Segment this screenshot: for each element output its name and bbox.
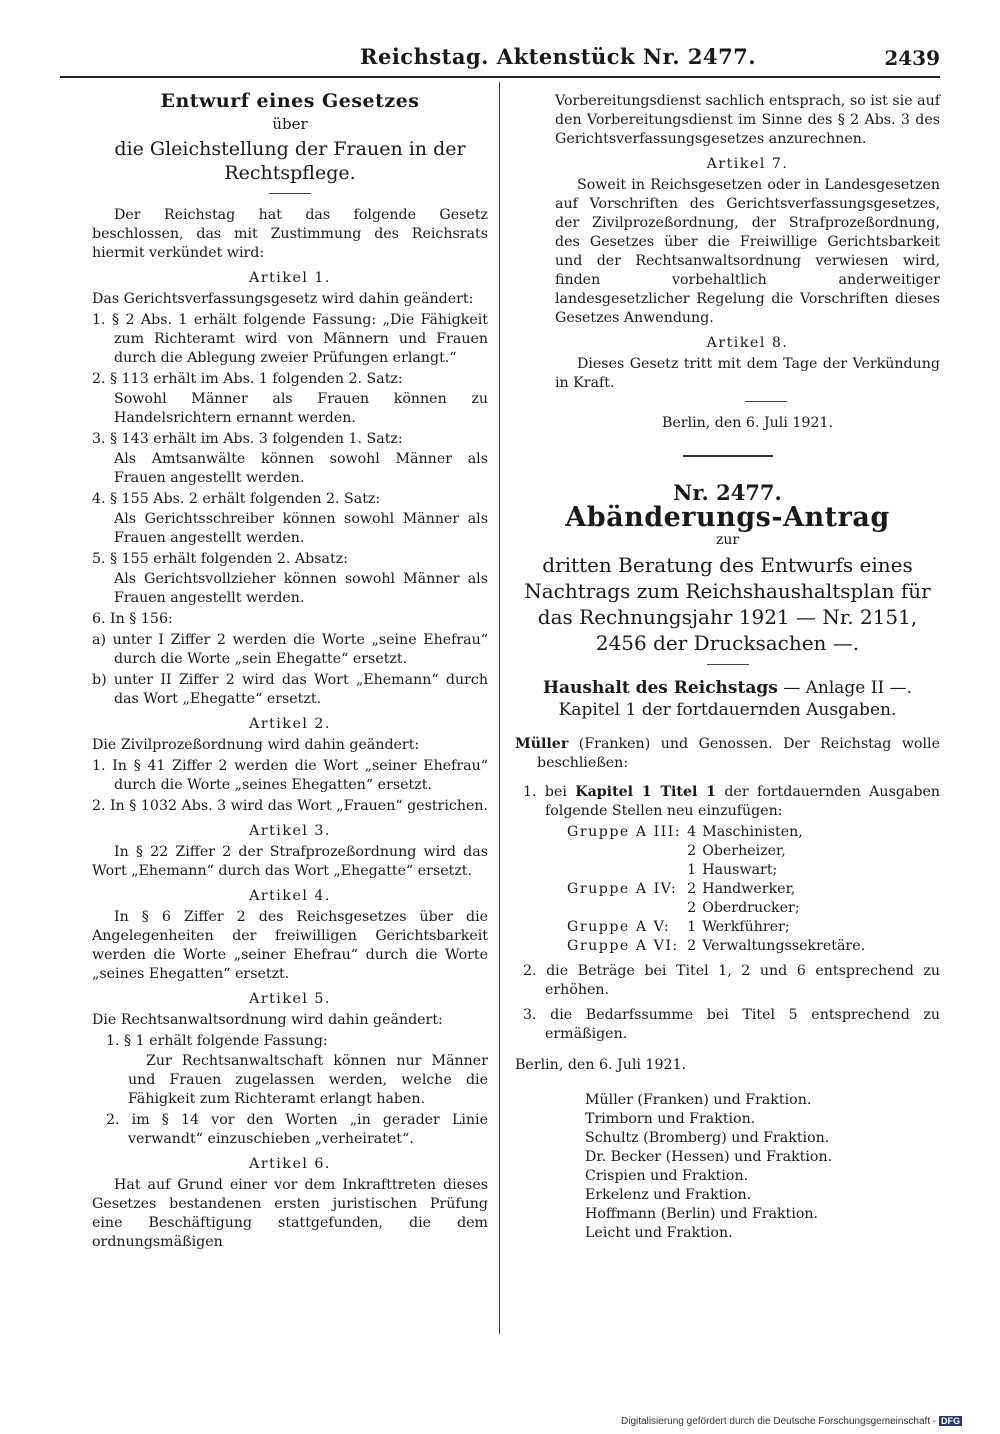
position-count: 2: [687, 843, 697, 859]
footer-text: Digitalisierung gefördert durch die Deutsche Forschungsgemeinschaft -: [621, 1416, 937, 1427]
position-row: [567, 880, 871, 899]
signatory: Erkelenz und Fraktion.: [585, 1187, 752, 1203]
article-1-item-6: 6. In § 156:: [92, 611, 173, 627]
position-row: [567, 918, 871, 937]
group-label: Gruppe A III:: [567, 824, 682, 840]
article-3-heading: Artikel 3.: [249, 823, 331, 839]
page-number: 2439: [884, 46, 940, 70]
article-1-item-3: 3. § 143 erhält im Abs. 3 folgenden 1. Satz:: [92, 431, 403, 447]
position-count: 2: [687, 938, 697, 954]
positions-table: [567, 823, 940, 956]
article-6-text: Hat auf Grund einer vor dem Inkrafttreten dieses Gesetzes bestandenen ersten juristischen Prüfung eine Beschäftigung stattgefunden, die dem ordnungsmäßigen: [92, 1177, 488, 1250]
article-5-heading: Artikel 5.: [249, 991, 331, 1007]
position-title: Werkführer;: [702, 919, 790, 935]
motion-item-3: 3. die Bedarfssumme bei Titel 5 entsprechend zu ermäßigen.: [523, 1007, 940, 1042]
date-berlin-1: Berlin, den 6. Juli 1921.: [661, 415, 834, 431]
group-label: Gruppe A VI:: [567, 938, 679, 954]
article-8-heading: Artikel 8.: [706, 335, 789, 351]
header-title: Reichstag. Aktenstück Nr. 2477.: [360, 44, 757, 69]
article-4-text: In § 6 Ziffer 2 des Reichsgesetzes über die Angelegenheiten der freiwilligen Gerichtsbarkeit werden die Worte „seiner Ehefrau“ durch die Worte „seines Ehegatten“ ersetzt.: [92, 909, 488, 982]
position-count: 1: [687, 862, 697, 878]
signatory: Müller (Franken) und Fraktion.: [585, 1092, 812, 1108]
dfg-logo: DFG: [941, 1416, 960, 1426]
separator-rule: [745, 401, 787, 402]
position-row: [567, 937, 871, 956]
article-6-continuation: Vorbereitungsdienst sachlich entsprach, so ist sie auf den Vorbereitungsdienst im Sinne des § 2 Abs. 3 des Gerichtsverfassungsgesetzes anzurechnen.: [555, 93, 940, 147]
position-row: [567, 899, 871, 918]
group-label: Gruppe A IV:: [567, 881, 678, 897]
positions-table-body: [567, 823, 871, 956]
motion-intro: [515, 735, 940, 773]
article-2-item-1: 1. In § 41 Ziffer 2 werden die Wort „seiner Ehefrau“ durch die Worte „seines Ehegatten“ ersetzt.: [92, 758, 488, 793]
article-1-item-6a: a) unter I Ziffer 2 werden die Worte „seine Ehefrau“ durch die Worte „sein Ehegatte“ ersetzt.: [92, 632, 488, 667]
article-2-heading: Artikel 2.: [249, 716, 331, 732]
article-1-item-5: 5. § 155 erhält folgenden 2. Absatz:: [92, 551, 348, 567]
article-1-item-5-text: Als Gerichtsvollzieher können sowohl Männer als Frauen angestellt werden.: [114, 571, 488, 606]
signatories-list: [585, 1091, 940, 1243]
chapter-heading: Kapitel 1 der fortdauernden Ausgaben.: [558, 700, 897, 720]
document-number: Nr. 2477.: [673, 480, 782, 505]
budget-heading-rest: — Anlage II —.: [777, 678, 912, 698]
article-3-text: In § 22 Ziffer 2 der Strafprozeßordnung wird das Wort „Ehemann“ durch das Wort „Ehegatte“ ersetzt.: [92, 844, 488, 879]
article-1-item-4: 4. § 155 Abs. 2 erhält folgenden 2. Satz:: [92, 491, 381, 507]
left-column: [92, 92, 488, 1252]
preamble: Der Reichstag hat das folgende Gesetz beschlossen, das mit Zustimmung des Reichsrats hiermit verkündet wird:: [92, 207, 488, 261]
article-5-item-1: 1. § 1 erhält folgende Fassung:: [106, 1033, 328, 1049]
amendment-title: Abänderungs-Antrag: [565, 502, 890, 533]
article-1-intro: Das Gerichtsverfassungsgesetz wird dahin geändert:: [92, 291, 474, 307]
article-4-heading: Artikel 4.: [249, 888, 331, 904]
right-column: [515, 92, 940, 1243]
signatory: Leicht und Fraktion.: [585, 1225, 733, 1241]
article-2-item-2: 2. In § 1032 Abs. 3 wird das Wort „Frauen“ gestrichen.: [92, 798, 488, 814]
position-row: [567, 842, 871, 861]
budget-heading: [515, 677, 940, 699]
position-title: Handwerker,: [702, 881, 796, 897]
group-label: Gruppe A V:: [567, 919, 671, 935]
bill-title: Entwurf eines Gesetzes: [160, 90, 420, 112]
signatory: Crispien und Fraktion.: [585, 1168, 749, 1184]
article-1-item-3-text: Als Amtsanwälte können sowohl Männer als Frauen angestellt werden.: [114, 451, 488, 486]
footer-credit: [621, 1416, 962, 1427]
section-rule: [683, 455, 773, 457]
group-label: [567, 861, 687, 880]
page-header: [60, 42, 940, 78]
date-berlin-2: Berlin, den 6. Juli 1921.: [515, 1057, 687, 1073]
signatory: Schultz (Bromberg) und Fraktion.: [585, 1130, 830, 1146]
motion-item-1-bold: Kapitel 1 Titel 1: [575, 784, 717, 800]
position-count: 1: [687, 919, 697, 935]
article-1-heading: Artikel 1.: [249, 270, 331, 286]
article-1-item-4-text: Als Gerichtsschreiber können sowohl Männer als Frauen angestellt werden.: [114, 511, 488, 546]
position-count: 2: [687, 881, 697, 897]
column-divider: [499, 82, 500, 1334]
article-2-intro: Die Zivilprozeßordnung wird dahin geändert:: [92, 737, 420, 753]
motion-mover: Müller: [515, 736, 569, 752]
article-5-item-2: 2. im § 14 vor den Worten „in gerader Linie verwandt“ einzuschieben „verheiratet“.: [106, 1112, 488, 1147]
group-label: [567, 899, 687, 918]
budget-heading-bold: Haushalt des Reichstags: [542, 678, 778, 698]
separator-rule: [707, 664, 749, 665]
motion-item-1-pre: 1. bei: [523, 784, 576, 800]
position-row: [567, 861, 871, 880]
group-label: [567, 842, 687, 861]
article-8-text: Dieses Gesetz tritt mit dem Tage der Verkündung in Kraft.: [555, 356, 940, 391]
article-1-item-6b: b) unter II Ziffer 2 wird das Wort „Ehemann“ durch das Wort „Ehegatte“ ersetzt.: [92, 672, 488, 707]
position-title: Hauswart;: [702, 862, 778, 878]
motion-item-1-post: der fortdauernden Ausgaben folgende Stellen neu einzufügen:: [545, 784, 940, 819]
article-1-item-1: 1. § 2 Abs. 1 erhält folgende Fassung: „Die Fähigkeit zum Richteramt wird von Männern und Frauen durch die Ablegung zweier Prüfungen erlangt.“: [92, 312, 488, 366]
bill-subject: die Gleichstellung der Frauen in der Rechtspflege.: [114, 138, 466, 184]
article-6-heading: Artikel 6.: [249, 1156, 331, 1172]
article-7-text: Soweit in Reichsgesetzen oder in Landesgesetzen auf Vorschriften des Gerichtsverfassungsgesetzes, der Zivilprozeßordnung, der Strafprozeßordnung, des Gesetzes über die Freiwillige Gerichtsbarkeit und der Rechtsanwaltsordnung verwiesen wird, finden vorbehaltlich anderweitiger landesgesetzlicher Regelung die Vorschriften dieses Gesetzes Anwendung.: [555, 177, 940, 326]
article-7-heading: Artikel 7.: [706, 156, 789, 172]
signatory: Trimborn und Fraktion.: [585, 1111, 756, 1127]
position-title: Oberdrucker;: [702, 900, 800, 916]
amendment-zur: zur: [715, 532, 740, 548]
signatory: Hoffmann (Berlin) und Fraktion.: [585, 1206, 819, 1222]
position-count: 2: [687, 900, 697, 916]
position-title: Verwaltungssekretäre.: [702, 938, 866, 954]
motion-intro-text: (Franken) und Genossen. Der Reichstag wolle beschließen:: [537, 736, 940, 771]
position-title: Oberheizer,: [702, 843, 786, 859]
separator-rule: [269, 193, 311, 194]
bill-ueber: über: [272, 115, 308, 133]
position-count: 4: [687, 824, 697, 840]
article-1-item-2: 2. § 113 erhält im Abs. 1 folgenden 2. Satz:: [92, 371, 403, 387]
motion-item-1: [515, 783, 940, 821]
position-row: [567, 823, 871, 842]
position-title: Maschinisten,: [702, 824, 803, 840]
signatory: Dr. Becker (Hessen) und Fraktion.: [585, 1149, 833, 1165]
amendment-subject: dritten Beratung des Entwurfs eines Nachtrags zum Reichshaushaltsplan für das Rechnungsjahr 1921 — Nr. 2151, 2456 der Drucksachen —.: [524, 553, 931, 655]
motion-item-2: 2. die Beträge bei Titel 1, 2 und 6 entsprechend zu erhöhen.: [523, 963, 940, 998]
article-1-item-2-text: Sowohl Männer als Frauen können zu Handelsrichtern ernannt werden.: [114, 391, 488, 426]
article-5-item-1-text: Zur Rechtsanwaltschaft können nur Männer und Frauen zugelassen werden, welche die Fähigkeit zum Richteramt erlangt haben.: [128, 1053, 488, 1107]
article-5-intro: Die Rechtsanwaltsordnung wird dahin geändert:: [92, 1012, 443, 1028]
